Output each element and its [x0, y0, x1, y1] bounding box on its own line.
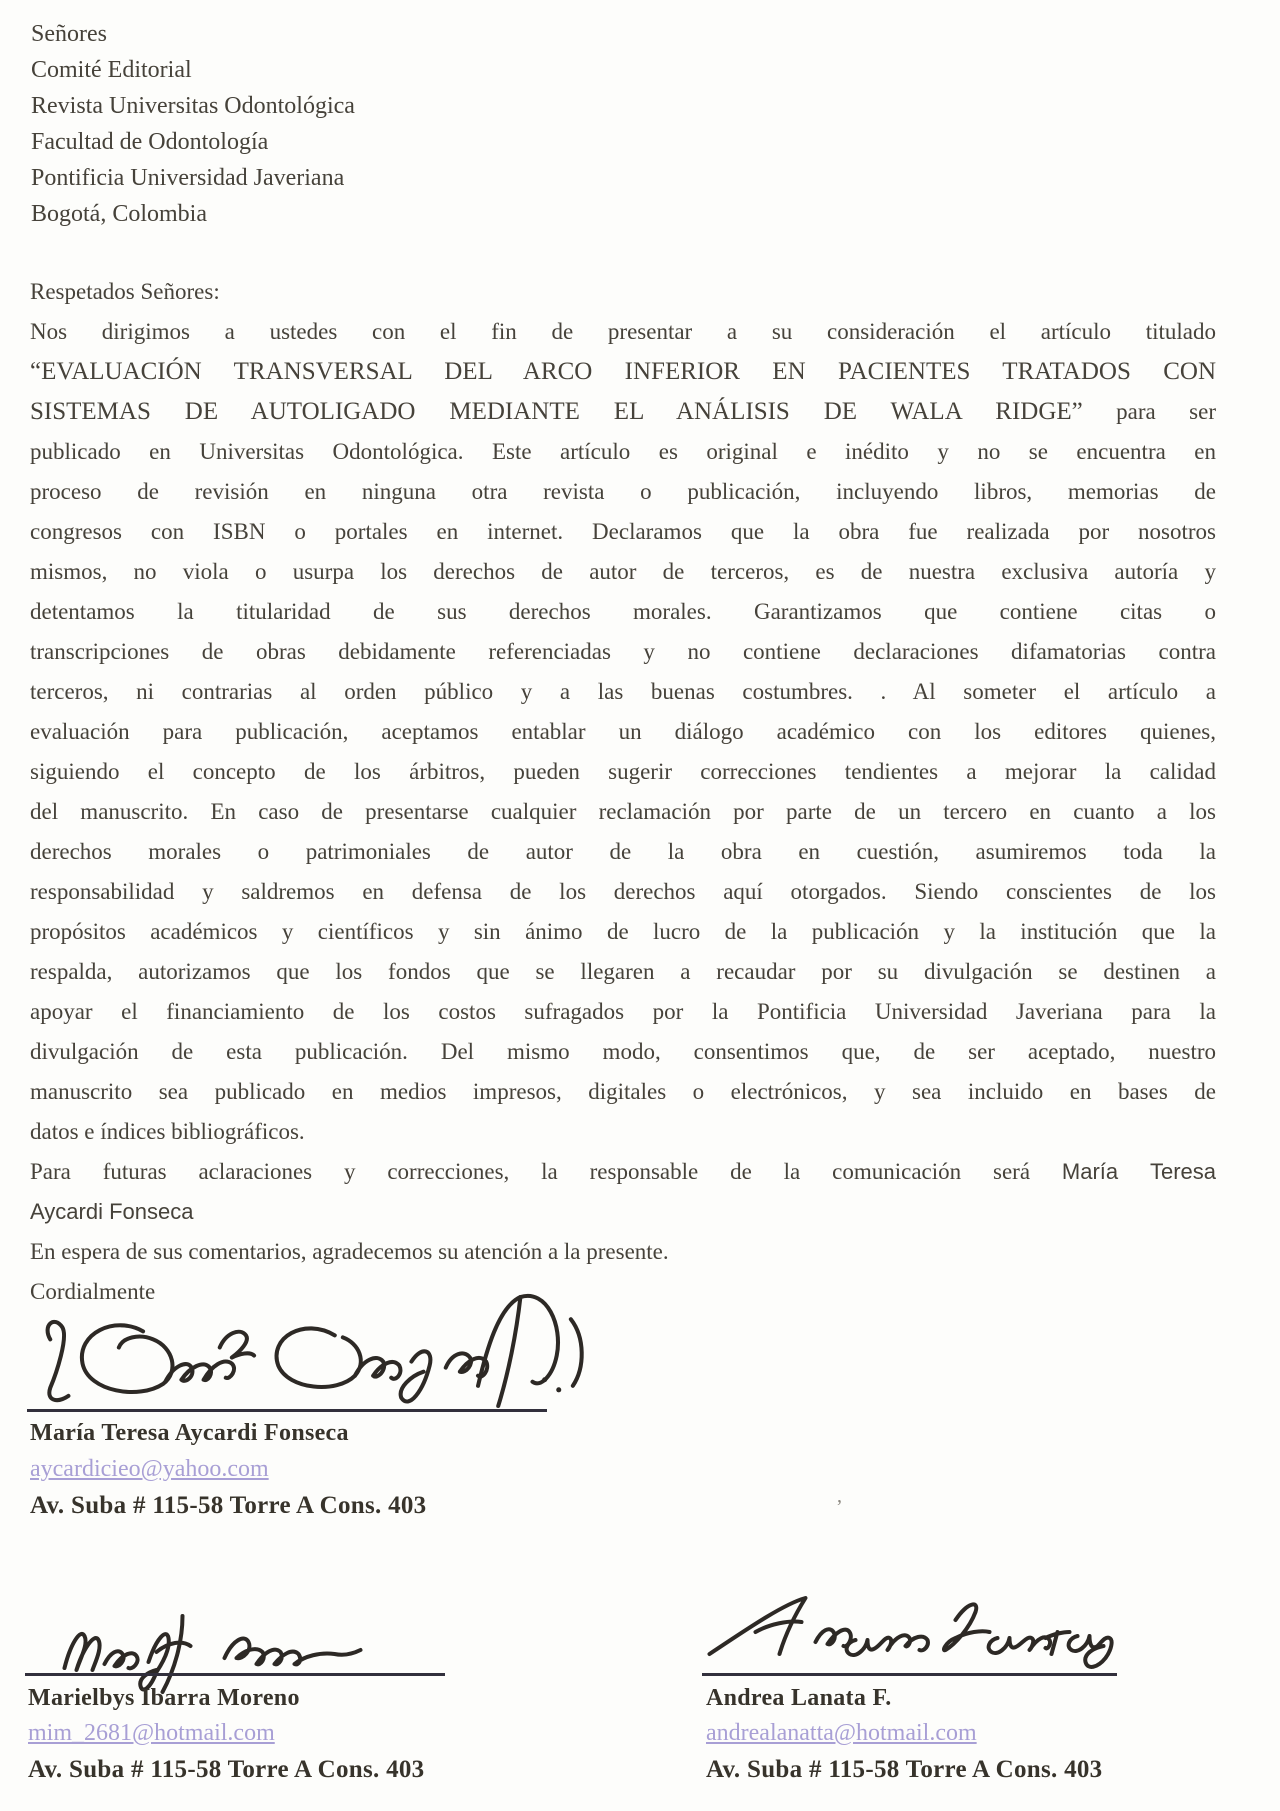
signature-line: [25, 1673, 445, 1676]
signer-name: María Teresa Aycardi Fonseca: [30, 1420, 349, 1446]
letter-line: [30, 792, 1216, 832]
letter-text: derechos morales o patrimoniales de autor de la obra en cuestión, asumiremos toda la: [30, 839, 1216, 864]
letter-text: María Teresa: [1061, 1159, 1217, 1184]
signature-line: [702, 1673, 1117, 1676]
recipient-line: Señores: [31, 21, 107, 47]
recipient-line: Facultad de Odontología: [31, 129, 269, 155]
letter-line: [30, 832, 1216, 872]
signer-email-link[interactable]: aycardicieo@yahoo.com: [30, 1456, 269, 1482]
letter-line: [30, 912, 1216, 952]
letter-text: terceros, ni contrarias al orden público y a las buenas costumbres. . Al someter el artículo a: [30, 679, 1216, 704]
letter-line: [30, 1072, 1216, 1112]
letter-text: para ser: [1082, 399, 1216, 424]
letter-line: [30, 552, 1216, 592]
signer-address: Av. Suba # 115-58 Torre A Cons. 403: [30, 1492, 427, 1519]
signature-andrea: [695, 1592, 1140, 1674]
letter-line: [30, 632, 1216, 672]
letter-line: [30, 472, 1216, 512]
recipient-block: [31, 16, 355, 232]
letter-text: publicado en Universitas Odontológica. Este artículo es original e inédito y no se encuentra en: [30, 439, 1216, 464]
signer-email-link[interactable]: andrealanatta@hotmail.com: [706, 1720, 977, 1746]
letter-text: evaluación para publicación, aceptamos entablar un diálogo académico con los editores quienes,: [30, 719, 1216, 744]
letter-text: En espera de sus comentarios, agradecemos su atención a la presente.: [30, 1239, 669, 1264]
letter-text: del manuscrito. En caso de presentarse cualquier reclamación por parte de un tercero en cuanto a los: [30, 799, 1216, 824]
recipient-line: Revista Universitas Odontológica: [31, 93, 355, 119]
letter-text: datos e índices bibliográficos.: [30, 1119, 305, 1144]
letter-line: [30, 1192, 1216, 1232]
letter-text: “EVALUACIÓN TRANSVERSAL DEL ARCO INFERIOR EN PACIENTES TRATADOS CON: [30, 358, 1216, 385]
letter-text: apoyar el financiamiento de los costos sufragados por la Pontificia Universidad Javeriana para la: [30, 999, 1216, 1024]
letter-line: [30, 1152, 1216, 1192]
recipient-line: Bogotá, Colombia: [31, 201, 207, 227]
letter-text: congresos con ISBN o portales en internet. Declaramos que la obra fue realizada por nosotros: [30, 519, 1216, 544]
letter-line: [30, 592, 1216, 632]
letter-line: [30, 672, 1216, 712]
letter-line: [30, 352, 1216, 392]
scan-artifact: ’: [836, 1496, 843, 1518]
signature-line: [27, 1409, 547, 1412]
letter-line: [30, 952, 1216, 992]
letter-text: propósitos académicos y científicos y sin ánimo de lucro de la publicación y la institución que la: [30, 919, 1216, 944]
letter-text: Aycardi Fonseca: [30, 1199, 194, 1224]
recipient-line: Comité Editorial: [31, 57, 192, 83]
letter-text: siguiendo el concepto de los árbitros, pueden sugerir correcciones tendientes a mejorar la calidad: [30, 759, 1216, 784]
letter-text: proceso de revisión en ninguna otra revista o publicación, incluyendo libros, memorias de: [30, 479, 1216, 504]
signer-address: Av. Suba # 115-58 Torre A Cons. 403: [28, 1756, 425, 1783]
letter-line: [30, 992, 1216, 1032]
letter-text: divulgación de esta publicación. Del mismo modo, consentimos que, de ser aceptado, nuestro: [30, 1039, 1216, 1064]
letter-line: [30, 272, 1216, 312]
signer-name: Andrea Lanata F.: [706, 1685, 892, 1711]
letter-line: [30, 752, 1216, 792]
letter-line: [30, 1232, 1216, 1272]
letter-text: respalda, autorizamos que los fondos que se llegaren a recaudar por su divulgación se destinen a: [30, 959, 1216, 984]
letter-text: mismos, no viola o usurpa los derechos de autor de terceros, es de nuestra exclusiva autoría y: [30, 559, 1216, 584]
signer-address: Av. Suba # 115-58 Torre A Cons. 403: [706, 1756, 1103, 1783]
letter-text: detentamos la titularidad de sus derechos morales. Garantizamos que contiene citas o: [30, 599, 1216, 624]
signer-name: Marielbys Ibarra Moreno: [28, 1685, 300, 1711]
letter-text: SISTEMAS DE AUTOLIGADO MEDIANTE EL ANÁLISIS DE WALA RIDGE”: [30, 398, 1083, 425]
letter-line: [30, 872, 1216, 912]
letter-line: [30, 432, 1216, 472]
letter-text: transcripciones de obras debidamente referenciadas y no contiene declaraciones difamatorias contra: [30, 639, 1216, 664]
signature-maria-teresa: [22, 1288, 587, 1416]
letter-line: [30, 712, 1216, 752]
letter-text: responsabilidad y saldremos en defensa de los derechos aquí otorgados. Siendo conscientes de los: [30, 879, 1216, 904]
letter-text: Para futuras aclaraciones y correcciones, la responsable de la comunicación será: [30, 1159, 1062, 1184]
letter-line: [30, 392, 1216, 432]
letter-line: [30, 512, 1216, 552]
letter-line: [30, 1032, 1216, 1072]
letter-text: manuscrito sea publicado en medios impresos, digitales o electrónicos, y sea incluido en bases de: [30, 1079, 1216, 1104]
recipient-line: Pontificia Universidad Javeriana: [31, 165, 345, 191]
letter-text: Respetados Señores:: [30, 279, 220, 304]
letter-line: [30, 1112, 1216, 1152]
signer-email-link[interactable]: mim_2681@hotmail.com: [28, 1720, 275, 1746]
letter-line: [30, 312, 1216, 352]
letter-text: Cordialmente: [30, 1279, 156, 1304]
letter-body: [30, 272, 1216, 1312]
letter-text: Nos dirigimos a ustedes con el fin de presentar a su consideración el artículo titulado: [30, 319, 1216, 344]
